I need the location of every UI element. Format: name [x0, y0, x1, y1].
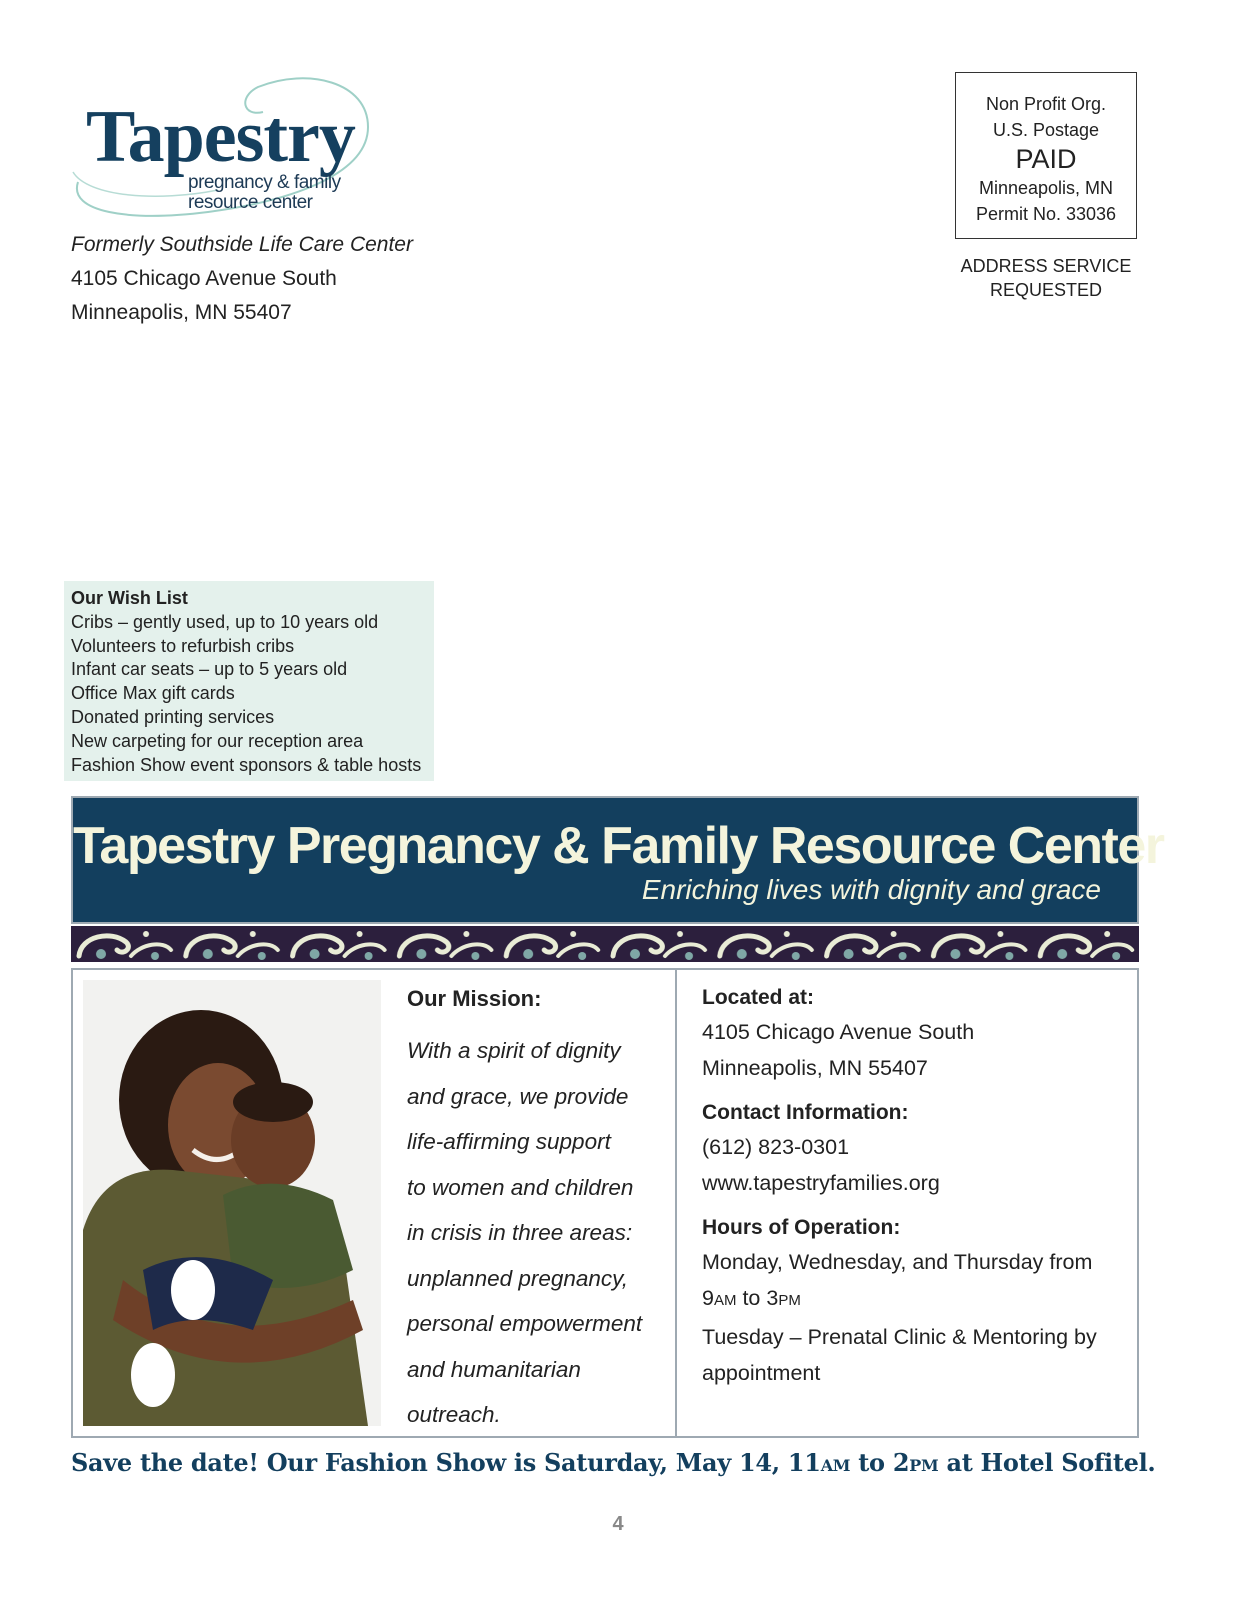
postage-paid: PAID — [1015, 144, 1077, 174]
contact-website[interactable]: www.tapestryfamilies.org — [702, 1171, 940, 1195]
wish-list-item: Office Max gift cards — [71, 683, 235, 704]
address-service-requested — [955, 254, 1137, 302]
wish-list-box — [64, 581, 434, 781]
wish-list-items — [71, 611, 427, 778]
logo-wordmark: Tapestry — [86, 96, 355, 178]
wish-list-item: Volunteers to refurbish cribs — [71, 635, 295, 656]
hours-tuesday-line2: appointment — [702, 1361, 821, 1385]
formerly-name: Formerly Southside Life Care Center — [71, 233, 413, 256]
mission-line: With a spirit of dignity — [407, 1038, 621, 1063]
postage-line5: Permit No. 33036 — [975, 204, 1117, 224]
wish-list-item: Cribs – gently used, up to 10 years old — [71, 611, 379, 632]
postage-indicia — [955, 72, 1137, 239]
center-banner — [71, 796, 1164, 924]
postage-line2: U.S. Postage — [992, 120, 1100, 140]
mission-line: outreach. — [407, 1402, 501, 1427]
wish-list-item: Infant car seats – up to 5 years old — [71, 659, 348, 680]
wish-list-item: Fashion Show event sponsors & table hosts — [71, 754, 422, 775]
location-street: 4105 Chicago Avenue South — [702, 1020, 975, 1044]
save-date-text: Save the date! Our Fashion Show is Saturday, May 14, 11 — [71, 1448, 821, 1477]
save-date-after: at Hotel Sofitel. — [938, 1448, 1156, 1477]
address-service-line2: REQUESTED — [989, 280, 1103, 300]
mission-heading: Our Mission: — [407, 986, 542, 1011]
mission-line: to women and children — [407, 1174, 634, 1200]
hours-days: Monday, Wednesday, and Thursday from — [702, 1250, 1093, 1274]
postage-line4: Minneapolis, MN — [978, 178, 1114, 198]
logo-subtitle-line1: pregnancy & family — [188, 172, 341, 193]
banner-title: Tapestry Pregnancy & Family Resource Center — [73, 817, 1164, 875]
banner-tagline: Enriching lives with dignity and grace — [641, 874, 1101, 905]
address-service-line1: ADDRESS SERVICE — [960, 256, 1132, 276]
return-address — [71, 228, 413, 330]
mission-section — [407, 983, 669, 1438]
hours-end-num: 3 — [766, 1286, 779, 1310]
info-box-divider — [675, 968, 677, 1438]
logo-subtitle-line2: resource center — [188, 192, 313, 213]
hours-end-ampm: PM — [778, 1292, 801, 1309]
save-date-am: AM — [820, 1456, 851, 1475]
hours-times — [702, 1280, 1122, 1319]
mission-line: personal empowerment — [407, 1311, 643, 1336]
mission-line: and humanitarian — [407, 1356, 581, 1382]
hours-tuesday-line1: Tuesday – Prenatal Clinic & Mentoring by — [702, 1325, 1097, 1349]
save-the-date — [71, 1448, 1156, 1477]
mission-text — [407, 1028, 669, 1438]
decorative-pattern-strip — [71, 926, 1139, 962]
return-city: Minneapolis, MN 55407 — [71, 301, 292, 324]
mission-line: and grace, we provide — [407, 1083, 629, 1109]
location-heading: Located at: — [702, 986, 815, 1009]
hours-start-ampm: AM — [713, 1292, 737, 1309]
contact-heading: Contact Information: — [702, 1101, 909, 1124]
hours-heading: Hours of Operation: — [702, 1216, 901, 1239]
wish-list-item: New carpeting for our reception area — [71, 730, 364, 751]
save-date-mid: to 2 — [850, 1448, 910, 1477]
mission-line: unplanned pregnancy, — [407, 1265, 629, 1291]
location-city: Minneapolis, MN 55407 — [702, 1056, 928, 1080]
save-date-pm: PM — [909, 1456, 939, 1475]
contact-section — [702, 982, 1122, 1391]
mission-line: life-affirming support — [407, 1129, 611, 1154]
mission-line: in crisis in three areas: — [407, 1220, 633, 1245]
hours-start-num: 9 — [702, 1286, 714, 1310]
mother-and-baby-photo — [83, 980, 381, 1426]
contact-phone[interactable]: (612) 823-0301 — [702, 1135, 850, 1159]
page-number: 4 — [612, 1513, 624, 1535]
tapestry-logo — [68, 72, 388, 222]
postage-line1: Non Profit Org. — [985, 94, 1107, 114]
wish-list-item: Donated printing services — [71, 706, 275, 727]
return-street: 4105 Chicago Avenue South — [71, 267, 337, 290]
hours-to: to — [736, 1286, 767, 1310]
wish-list-title: Our Wish List — [71, 588, 188, 608]
